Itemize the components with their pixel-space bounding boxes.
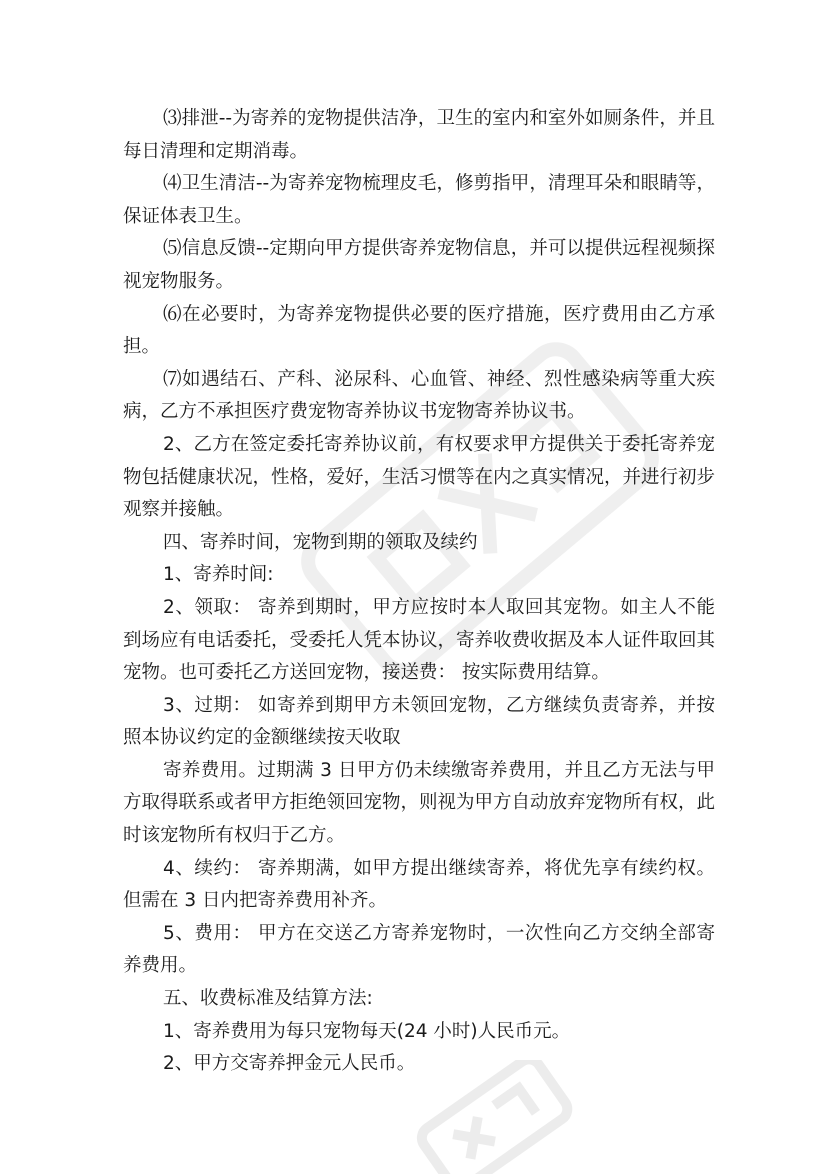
paragraph-renewal: 4、续约： 寄养期满，如甲方提出继续寄养，将优先享有续约权。但需在 3 日内把寄养费用补齐。 bbox=[123, 857, 715, 912]
paragraph-daily-fee: 1、寄养费用为每只宠物每天(24 小时)人民币元。 bbox=[163, 1020, 571, 1042]
paragraph-overdue: 3、过期： 如寄养到期甲方未领回宠物，乙方继续负责寄养，并按照本协议约定的金额继续按天收取 bbox=[123, 694, 715, 749]
document-body bbox=[123, 103, 715, 1081]
paragraph-fees: 5、费用： 甲方在交送乙方寄养宠物时，一次性向乙方交纳全部寄养费用。 bbox=[123, 922, 715, 977]
paragraph-pickup: 2、领取： 寄养到期时，甲方应按时本人取回其宠物。如主人不能到场应有电话委托，受委托人凭本协议，寄养收费收据及本人证件取回其宠物。也可委托乙方送回宠物，接送费： 按实际费用结算。 bbox=[123, 596, 716, 684]
paragraph-excretion: ⑶排泄--为寄养的宠物提供洁净，卫生的室内和室外如厕条件，并且每日清理和定期消毒。 bbox=[123, 108, 715, 162]
paragraph-medical: ⑹在必要时，为寄养宠物提供必要的医疗措施，医疗费用由乙方承担。 bbox=[123, 303, 715, 358]
section-heading-5: 五、收费标准及结算方法: bbox=[163, 988, 373, 1010]
paragraph-party-b-rights: 2、乙方在签定委托寄养协议前，有权要求甲方提供关于委托寄养宠物包括健康状况，性格，爱好，生活习惯等在内之真实情况，并进行初步观察并接触。 bbox=[123, 433, 716, 521]
paragraph-feedback: ⑸信息反馈--定期向甲方提供寄养宠物信息，并可以提供远程视频探视宠物服务。 bbox=[123, 238, 715, 292]
paragraph-major-illness: ⑺如遇结石、产科、泌尿科、心血管、神经、烈性感染病等重大疾病，乙方不承担医疗费宠物寄养协议书宠物寄养协议书。 bbox=[123, 368, 715, 423]
paragraph-hygiene: ⑷卫生清洁--为寄养宠物梳理皮毛，修剪指甲，清理耳朵和眼睛等，保证体表卫生。 bbox=[123, 173, 715, 227]
paragraph-overdue-fees: 寄养费用。过期满 3 日甲方仍未续缴寄养费用，并且乙方无法与甲方取得联系或者甲方拒绝领回宠物，则视为甲方自动放弃宠物所有权，此时该宠物所有权归于乙方。 bbox=[123, 759, 716, 847]
paragraph-boarding-time: 1、寄养时间: bbox=[163, 564, 274, 586]
paragraph-deposit: 2、甲方交寄养押金元人民币。 bbox=[163, 1053, 416, 1075]
section-heading-4: 四、寄养时间，宠物到期的领取及续约 bbox=[163, 531, 478, 553]
